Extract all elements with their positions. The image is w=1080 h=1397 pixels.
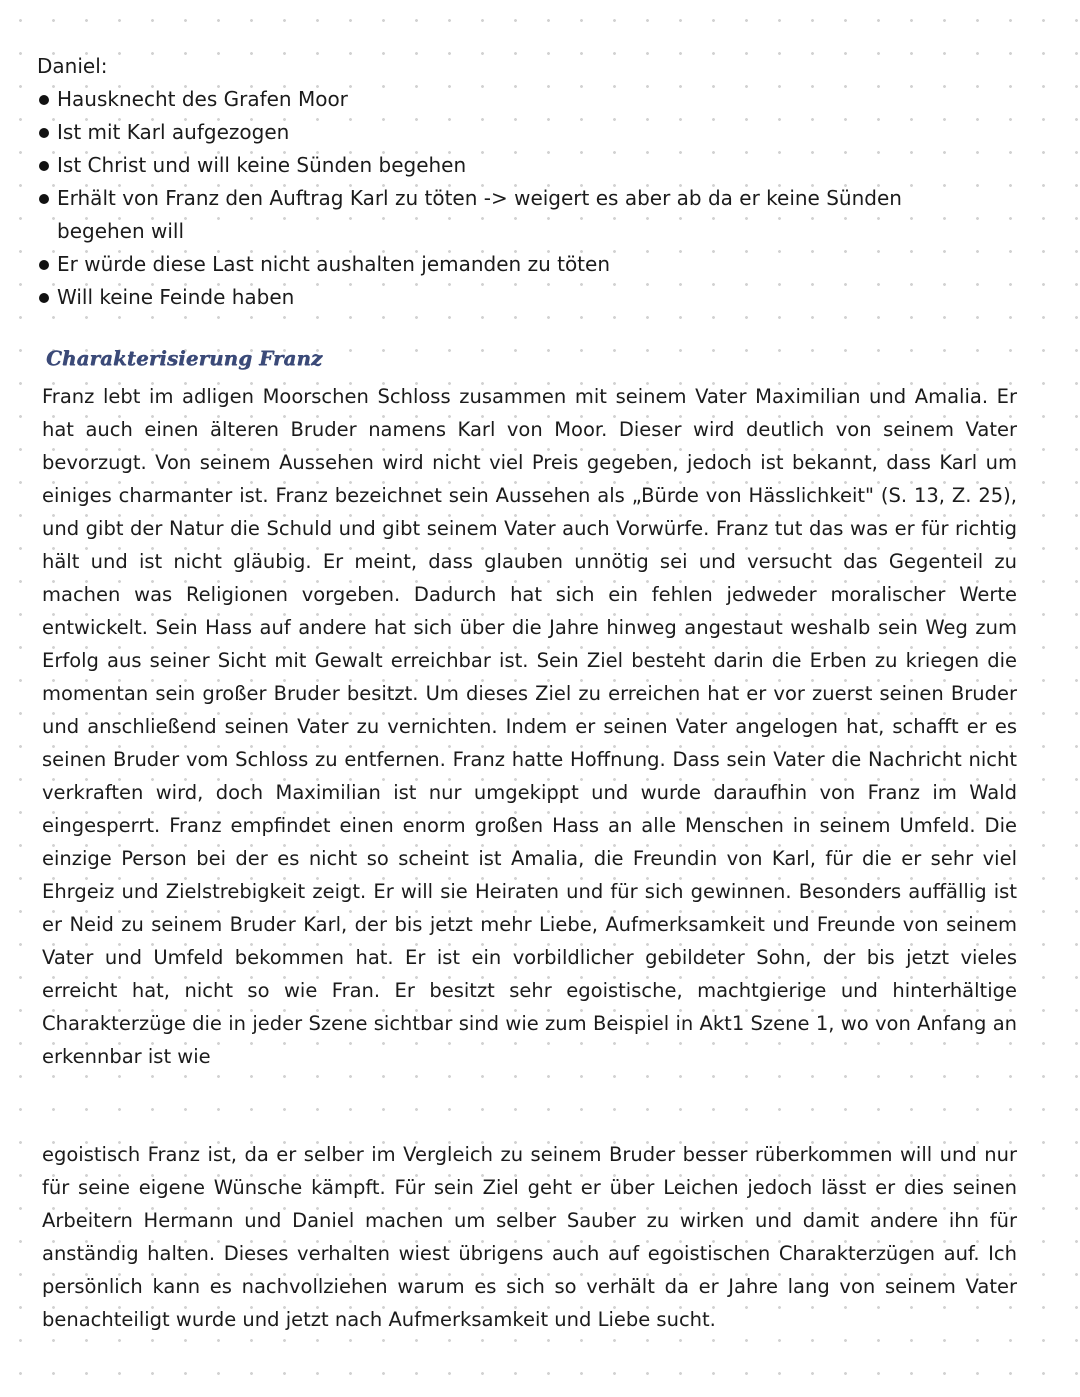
list-item: Erhält von Franz den Auftrag Karl zu töten -> weigert es aber ab da er keine Sünden begehen will (37, 182, 907, 248)
list-item: Will keine Feinde haben (37, 281, 1047, 314)
list-item: Ist mit Karl aufgezogen (37, 116, 1047, 149)
daniel-title: Daniel: (37, 54, 108, 78)
body-paragraph: Franz lebt im adligen Moorschen Schloss zusammen mit seinem Vater Maximilian und Amalia. Er hat auch einen älteren Bruder namens Karl von Moor. Dieser wird deutlich von seinem Vater bevorzugt. Von seinem Aussehen wird nicht viel Preis gegeben, jedoch ist bekannt, dass Karl um einiges charmanter ist. Franz bezeichnet sein Aussehen als „Bürde von Hässlichkeit" (S. 13, Z. 25), und gibt der Natur die Schuld und gibt seinem Vater auch Vorwürfe. Franz tut das was er für richtig hält und ist nicht gläubig. Er meint, dass glauben unnötig sei und versucht das Gegenteil zu machen was Religionen vorgeben. Dadurch hat sich ein fehlen jedweder moralischer Werte entwickelt. Sein Hass auf andere hat sich über die Jahre hinweg angestaut weshalb sein Weg zum Erfolg aus seiner Sicht mit Gewalt erreichbar ist. Sein Ziel besteht darin die Erben zu kriegen die momentan sein großer Bruder besitzt. Um dieses Ziel zu erreichen hat er vor zuerst seinen Bruder und anschließend seinen Vater zu vernichten. Indem er seinen Vater angelogen hat, schafft er es seinen Bruder vom Schloss zu entfernen. Franz hatte Hoffnung. Dass sein Vater die Nachricht nicht verkraften wird, doch Maximilian ist nur umgekippt und wurde daraufhin von Franz im Wald eingesperrt. Franz empfindet einen enorm großen Hass an alle Menschen in seinem Umfeld. Die einzige Person bei der es nicht so scheint ist Amalia, die Freundin von Karl, für die er sehr viel Ehrgeiz und Zielstrebigkeit zeigt. Er will sie Heiraten und für sich gewinnen. Besonders auffällig ist er Neid zu seinem Bruder Karl, der bis jetzt mehr Liebe, Aufmerksamkeit und Freunde von seinem Vater und Umfeld bekommen hat. Er ist ein vorbildlicher gebildeter Sohn, der bis jetzt vieles erreicht hat, nicht so wie Fran. Er besitzt sehr egoistische, machtgierige und hinterhältige Charakterzüge die in jeder Szene sichtbar sind wie zum Beispiel in Akt1 Szene 1, wo von Anfang an erkennbar ist wie (42, 385, 1017, 1068)
body-paragraph: egoistisch Franz ist, da er selber im Vergleich zu seinem Bruder besser rüberkommen will und nur für seine eigene Wünsche kämpft. Für sein Ziel geht er über Leichen jedoch lässt er dies seinen Arbeitern Hermann und Daniel machen um selber Sauber zu wirken und damit andere ihn für anständig halten. Dieses verhalten wiest übrigens auch auf egoistischen Charakterzügen auf. Ich persönlich kann es nachvollziehen warum es sich so verhält da er Jahre lang von seinem Vater benachteiligt wurde und jetzt nach Aufmerksamkeit und Liebe sucht. (42, 1143, 1017, 1331)
list-item: Ist Christ und will keine Sünden begehen (37, 149, 1047, 182)
list-item: Hausknecht des Grafen Moor (37, 83, 1047, 116)
list-item: Er würde diese Last nicht aushalten jemanden zu töten (37, 248, 1047, 281)
section-heading: Charakterisierung Franz (46, 346, 323, 370)
daniel-section (37, 50, 1047, 314)
daniel-bullet-list (37, 83, 1047, 314)
